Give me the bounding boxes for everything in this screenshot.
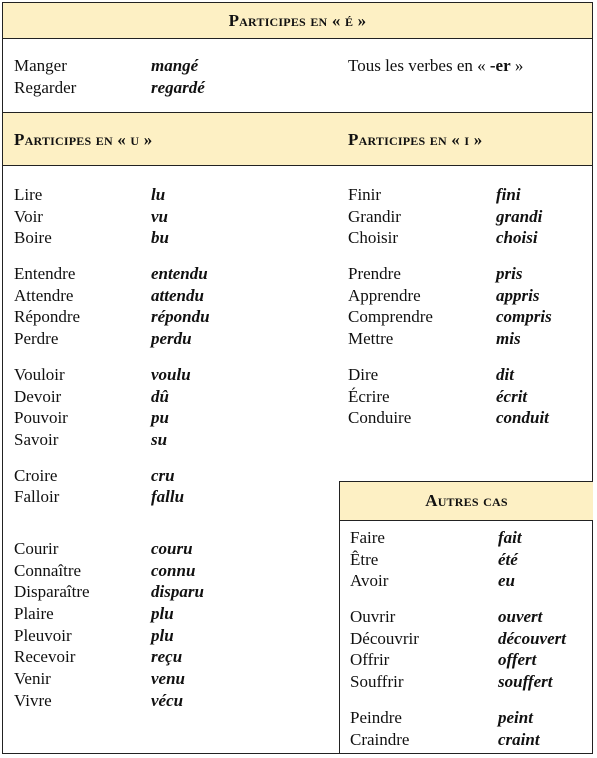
infinitive: Vivre bbox=[14, 690, 52, 710]
section-header-e bbox=[3, 3, 592, 39]
er-verbs-note: Tous les verbes en « -er » bbox=[348, 56, 524, 75]
past-participle: mis bbox=[496, 329, 521, 349]
verb-row bbox=[350, 707, 566, 729]
past-participle: plu bbox=[151, 604, 174, 623]
past-participle: lu bbox=[151, 185, 166, 204]
past-participle: attendu bbox=[151, 285, 204, 305]
infinitive: Prendre bbox=[348, 264, 401, 284]
past-participle: connu bbox=[151, 560, 196, 580]
past-participle: fallu bbox=[151, 487, 185, 507]
infinitive: Voir bbox=[14, 206, 43, 226]
infinitive: Entendre bbox=[14, 264, 76, 284]
past-participle: perdu bbox=[151, 329, 192, 349]
infinitive: Courir bbox=[14, 538, 59, 558]
verb-row bbox=[348, 227, 552, 249]
past-participle: ouvert bbox=[498, 607, 543, 627]
infinitive: Vouloir bbox=[14, 364, 65, 384]
infinitive: Être bbox=[350, 549, 379, 569]
past-participle: plu bbox=[151, 625, 174, 645]
verb-row bbox=[14, 560, 210, 582]
past-participle: dû bbox=[151, 386, 169, 406]
verb-row bbox=[348, 386, 552, 408]
past-participle: pris bbox=[496, 264, 523, 284]
infinitive: Lire bbox=[14, 185, 43, 204]
verb-row bbox=[350, 527, 566, 549]
infinitive: Falloir bbox=[14, 487, 60, 507]
past-participle: peint bbox=[498, 707, 533, 727]
infinitive: Perdre bbox=[14, 329, 59, 349]
verb-row bbox=[14, 364, 210, 386]
past-participle: répondu bbox=[151, 307, 210, 327]
infinitive: Savoir bbox=[14, 429, 59, 449]
verb-row bbox=[14, 227, 210, 249]
verb-row bbox=[348, 364, 552, 386]
verb-row bbox=[14, 206, 210, 228]
past-participle: disparu bbox=[151, 582, 204, 602]
past-participle: offert bbox=[498, 650, 537, 670]
verb-group bbox=[14, 364, 210, 451]
past-participle: mangé bbox=[151, 56, 199, 75]
verb-row bbox=[14, 690, 210, 712]
verb-group bbox=[350, 527, 566, 592]
infinitive: Recevoir bbox=[14, 647, 76, 667]
verb-row bbox=[348, 206, 552, 228]
verb-row bbox=[348, 328, 552, 350]
verb-row bbox=[14, 603, 210, 625]
er-ending: -er bbox=[489, 56, 511, 75]
infinitive: Conduire bbox=[348, 408, 412, 428]
verb-group bbox=[348, 364, 552, 429]
verb-group bbox=[14, 263, 210, 350]
verb-row bbox=[14, 407, 210, 429]
section-header-autres bbox=[340, 482, 593, 521]
infinitive: Dire bbox=[348, 364, 379, 384]
infinitive: Regarder bbox=[14, 77, 77, 97]
past-participle: appris bbox=[496, 285, 540, 305]
verb-group bbox=[348, 184, 552, 249]
section-header-u-i bbox=[3, 113, 592, 166]
section-title-u: Participes en « u » bbox=[14, 130, 153, 149]
past-participle: compris bbox=[496, 307, 552, 327]
u-verb-list bbox=[14, 184, 210, 711]
past-participle: venu bbox=[151, 669, 185, 689]
past-participle: choisi bbox=[496, 228, 538, 248]
verb-row bbox=[350, 729, 566, 751]
past-participle: souffert bbox=[498, 672, 553, 692]
past-participle: grandi bbox=[496, 206, 543, 226]
verb-row bbox=[350, 606, 566, 628]
verb-row bbox=[14, 668, 210, 690]
past-participle: eu bbox=[498, 571, 515, 591]
infinitive: Croire bbox=[14, 465, 58, 485]
past-participle: regardé bbox=[151, 77, 205, 97]
verb-row bbox=[14, 306, 210, 328]
verb-row bbox=[14, 263, 210, 285]
verb-row bbox=[14, 328, 210, 350]
infinitive: Écrire bbox=[348, 386, 390, 406]
infinitive: Venir bbox=[14, 669, 51, 689]
infinitive: Pouvoir bbox=[14, 408, 68, 428]
verb-row bbox=[348, 285, 552, 307]
past-participle: vécu bbox=[151, 690, 184, 710]
past-participle: couru bbox=[151, 538, 193, 558]
infinitive: Grandir bbox=[348, 206, 401, 226]
verb-row bbox=[14, 386, 210, 408]
past-participle: fait bbox=[498, 528, 522, 547]
verb-row bbox=[350, 570, 566, 592]
infinitive: Peindre bbox=[350, 707, 402, 727]
past-participle: voulu bbox=[151, 364, 191, 384]
verb-row bbox=[14, 625, 210, 647]
infinitive: Disparaître bbox=[14, 582, 90, 602]
verb-row bbox=[348, 263, 552, 285]
verb-row bbox=[14, 429, 210, 451]
section-title-e: Participes en « é » bbox=[228, 10, 367, 30]
past-participle: dit bbox=[496, 364, 514, 384]
past-participle: fini bbox=[496, 185, 521, 204]
verb-row bbox=[14, 581, 210, 603]
infinitive: Attendre bbox=[14, 285, 74, 305]
past-participle: reçu bbox=[151, 647, 183, 667]
verb-row bbox=[14, 55, 205, 77]
verb-row bbox=[14, 538, 210, 560]
past-participle: écrit bbox=[496, 386, 528, 406]
infinitive: Craindre bbox=[350, 729, 410, 749]
infinitive: Devoir bbox=[14, 386, 62, 406]
past-participle: pu bbox=[151, 408, 169, 428]
past-participle: conduit bbox=[496, 408, 549, 428]
verb-row bbox=[14, 465, 210, 487]
infinitive: Ouvrir bbox=[350, 607, 396, 627]
past-participle: entendu bbox=[151, 264, 208, 284]
verb-row bbox=[348, 184, 552, 206]
verb-group bbox=[14, 465, 210, 508]
past-participle: vu bbox=[151, 206, 168, 226]
verb-row bbox=[348, 306, 552, 328]
verb-group bbox=[14, 184, 210, 249]
autres-verb-list bbox=[350, 527, 566, 750]
e-verb-list bbox=[14, 55, 205, 98]
infinitive: Offrir bbox=[350, 650, 390, 670]
verb-row bbox=[350, 549, 566, 571]
infinitive: Faire bbox=[350, 528, 385, 547]
past-participle: été bbox=[498, 549, 518, 569]
verb-row bbox=[350, 671, 566, 693]
section-title-i: Participes en « i » bbox=[348, 130, 483, 149]
past-participle: cru bbox=[151, 465, 175, 485]
verb-row bbox=[14, 486, 210, 508]
infinitive: Souffrir bbox=[350, 672, 404, 692]
infinitive: Apprendre bbox=[348, 285, 421, 305]
section-title-autres: Autres cas bbox=[425, 491, 508, 510]
verb-group bbox=[350, 606, 566, 693]
i-verb-list bbox=[348, 184, 552, 429]
infinitive: Pleuvoir bbox=[14, 625, 72, 645]
past-participle: découvert bbox=[498, 628, 566, 648]
verb-row bbox=[348, 407, 552, 429]
verb-row bbox=[14, 646, 210, 668]
infinitive: Découvrir bbox=[350, 628, 419, 648]
infinitive: Avoir bbox=[350, 571, 389, 591]
infinitive: Plaire bbox=[14, 604, 54, 623]
past-participle: bu bbox=[151, 228, 169, 248]
infinitive: Manger bbox=[14, 56, 67, 75]
infinitive: Répondre bbox=[14, 307, 81, 327]
verb-group bbox=[350, 707, 566, 750]
infinitive: Connaître bbox=[14, 560, 82, 580]
verb-row bbox=[14, 285, 210, 307]
infinitive: Mettre bbox=[348, 329, 394, 349]
past-participle: craint bbox=[498, 729, 540, 749]
infinitive: Comprendre bbox=[348, 307, 433, 327]
past-participle: su bbox=[151, 429, 168, 449]
verb-row bbox=[350, 649, 566, 671]
infinitive: Choisir bbox=[348, 228, 399, 248]
infinitive: Finir bbox=[348, 185, 382, 204]
verb-group bbox=[14, 538, 210, 712]
verb-row bbox=[14, 77, 205, 99]
verb-row bbox=[14, 184, 210, 206]
verb-group bbox=[348, 263, 552, 350]
verb-row bbox=[350, 628, 566, 650]
infinitive: Boire bbox=[14, 228, 52, 248]
